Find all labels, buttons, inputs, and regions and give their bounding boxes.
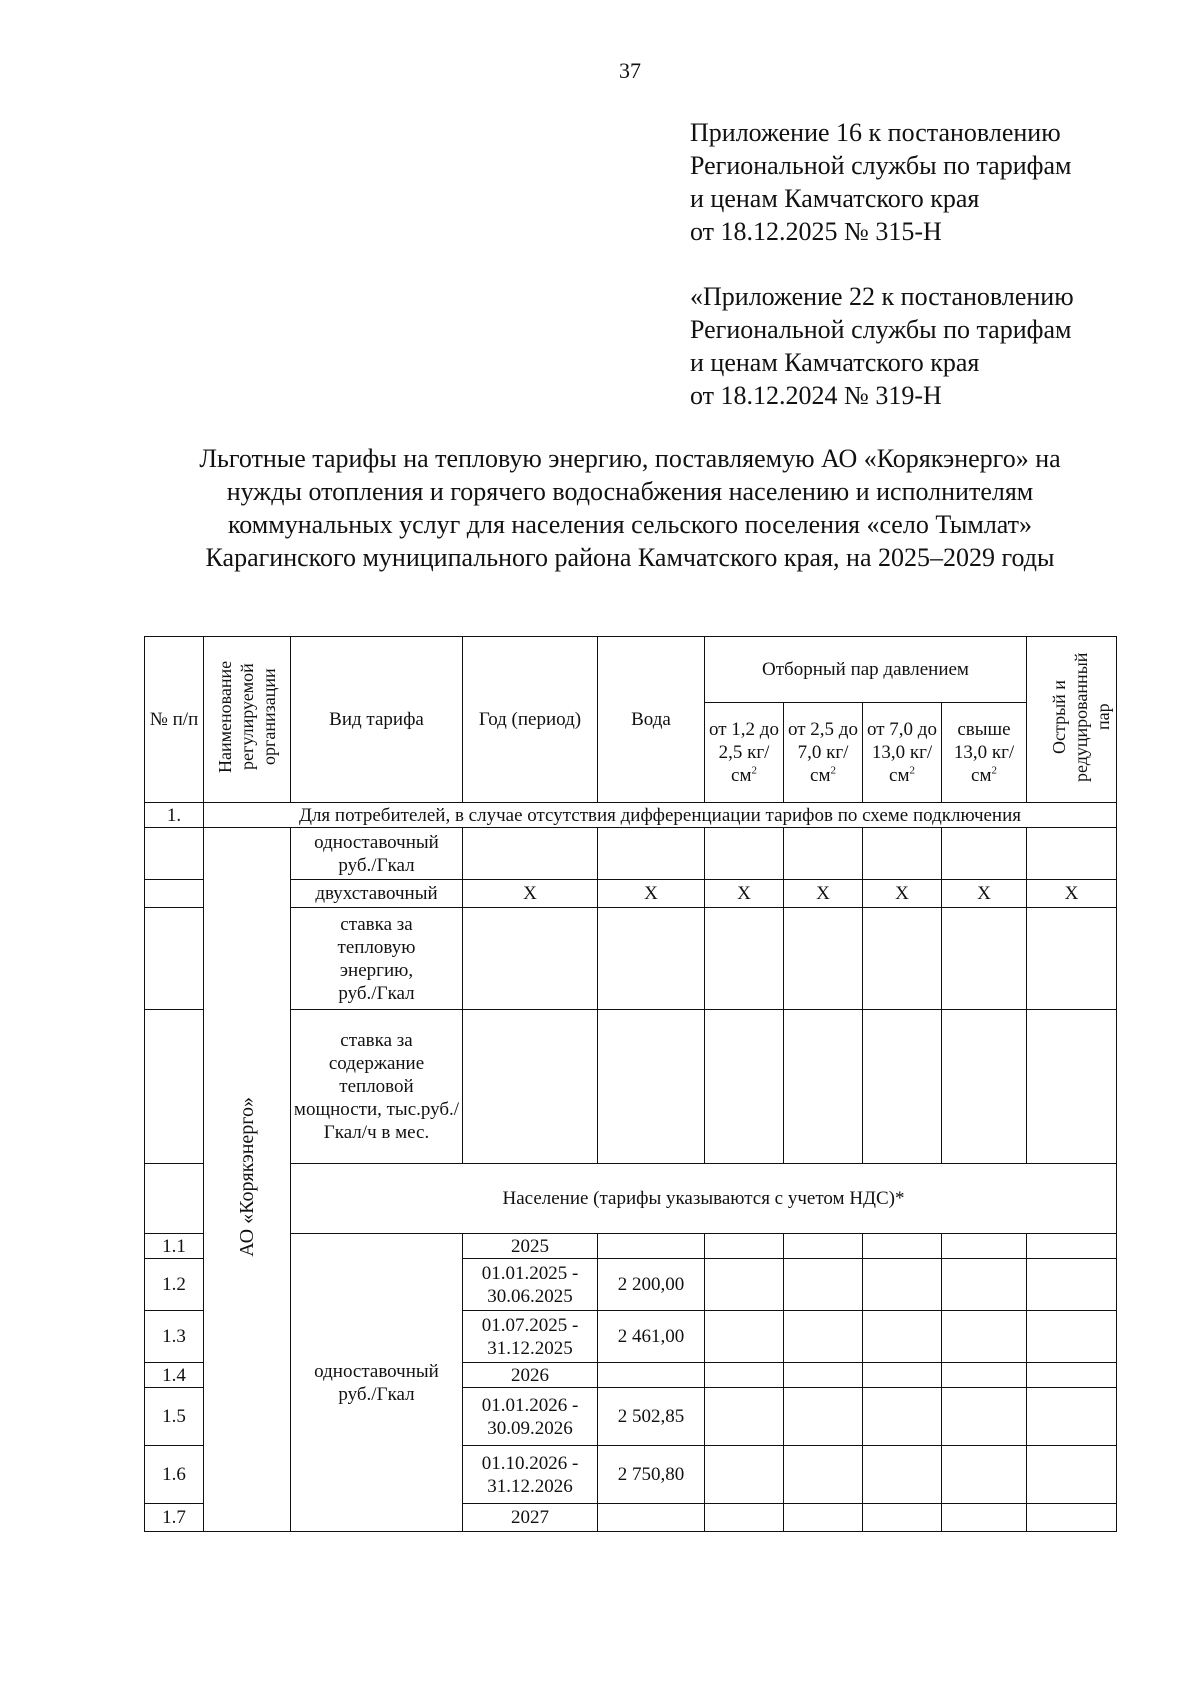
title-line: нужды отопления и горячего водоснабжения населению и исполнителям — [226, 477, 1034, 506]
na-mark: Х — [1027, 880, 1117, 908]
row-num: 1.1 — [145, 1234, 204, 1259]
appendix-line: Региональной службы по тарифам — [690, 151, 1072, 180]
row-water — [598, 1363, 705, 1388]
header-steam-2: от 2,5 до 7,0 $кг/см^2$ — [784, 703, 863, 803]
na-mark: Х — [784, 880, 863, 908]
tariff-table — [144, 636, 1117, 1532]
page-number: 37 — [619, 58, 641, 83]
appendix-line: Региональной службы по тарифам — [690, 315, 1072, 344]
two-rate-label: двухставочный — [291, 880, 463, 908]
header-org: Наименование регулируемой организации — [204, 637, 291, 803]
population-tariff-type: одноставочный руб./Гкал — [291, 1234, 463, 1532]
appendix-line: «Приложение 22 к постановлению — [690, 282, 1074, 311]
appendix-line: и ценам Камчатского края — [690, 348, 980, 377]
heat-rate-label: ставка за тепловую энергию, руб./Гкал — [291, 908, 463, 1010]
row-period: 01.01.2025 - 30.06.2025 — [463, 1259, 598, 1311]
capacity-rate-label: ставка за содержание тепловой мощности, тыс.руб./Гкал/ч в мес. — [291, 1010, 463, 1164]
population-label: Население (тарифы указываются с учетом НДС)* — [291, 1164, 1117, 1234]
row-period: 2027 — [463, 1504, 598, 1532]
row-period: 01.10.2026 - 31.12.2026 — [463, 1446, 598, 1504]
row-water: 2 750,80 — [598, 1446, 705, 1504]
section-num: 1. — [145, 803, 204, 828]
appendix-line: от 18.12.2024 № 319-Н — [690, 381, 942, 410]
header-sharp-steam: Острый и редуцированный пар — [1027, 637, 1117, 803]
header-steam-group: Отборный пар давлением — [705, 637, 1027, 703]
row-num: 1.3 — [145, 1311, 204, 1363]
title-line: Льготные тарифы на тепловую энергию, поставляемую АО «Корякэнерго» на — [199, 444, 1061, 473]
na-mark: Х — [598, 880, 705, 908]
previous-appendix-reference — [690, 280, 1074, 412]
row-water — [598, 1504, 705, 1532]
header-steam-3: от 7,0 до 13,0 $кг/см^2$ — [863, 703, 942, 803]
section-title: Для потребителей, в случае отсутствия дифференциации тарифов по схеме подключения — [204, 803, 1117, 828]
row-period: 01.07.2025 - 31.12.2025 — [463, 1311, 598, 1363]
row-num: 1.2 — [145, 1259, 204, 1311]
appendix-line: от 18.12.2025 № 315-Н — [690, 217, 942, 246]
na-mark: Х — [463, 880, 598, 908]
one-rate-label: одноставочный руб./Гкал — [291, 828, 463, 880]
title-line: Карагинского муниципального района Камчатского края, на 2025–2029 годы — [205, 543, 1055, 572]
title-line: коммунальных услуг для населения сельского поселения «село Тымлат» — [227, 510, 1033, 539]
row-period: 2026 — [463, 1363, 598, 1388]
row-num: 1.6 — [145, 1446, 204, 1504]
row-water: 2 461,00 — [598, 1311, 705, 1363]
document-title — [100, 442, 1160, 574]
row-water — [598, 1234, 705, 1259]
row-num: 1.5 — [145, 1388, 204, 1446]
header-steam-1: от 1,2 до 2,5 $кг/см^2$ — [705, 703, 784, 803]
row-period: 01.01.2026 - 30.09.2026 — [463, 1388, 598, 1446]
header-water: Вода — [598, 637, 705, 803]
appendix-line: Приложение 16 к постановлению — [690, 118, 1061, 147]
na-mark: Х — [863, 880, 942, 908]
row-period: 2025 — [463, 1234, 598, 1259]
na-mark: Х — [942, 880, 1027, 908]
header-steam-4: свыше 13,0 $кг/см^2$ — [942, 703, 1027, 803]
row-num: 1.4 — [145, 1363, 204, 1388]
header-year: Год (период) — [463, 637, 598, 803]
row-water: 2 200,00 — [598, 1259, 705, 1311]
org-name-cell: АО «Корякэнерго» — [204, 828, 291, 1532]
header-num: № п/п — [145, 637, 204, 803]
appendix-reference — [690, 116, 1071, 248]
appendix-line: и ценам Камчатского края — [690, 184, 980, 213]
header-tariff-type: Вид тарифа — [291, 637, 463, 803]
row-water: 2 502,85 — [598, 1388, 705, 1446]
row-num: 1.7 — [145, 1504, 204, 1532]
na-mark: Х — [705, 880, 784, 908]
